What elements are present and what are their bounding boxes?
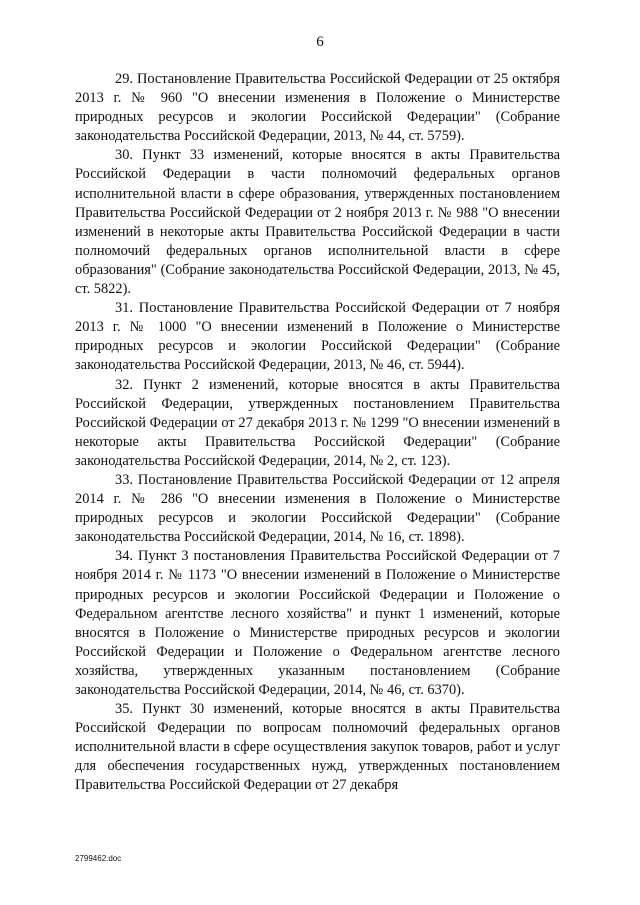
page-number: 6 [316, 34, 324, 50]
document-body [75, 70, 560, 796]
list-item-33: 33. Постановление Правительства Российской Федерации от 12 апреля 2014 г. № 286 "О внесении изменения в Положение о Министерстве природных ресурсов и экологии Российской Федерации" (Собрание законодательства Российской Федерации, 2014, № 16, ст. 1898). [75, 471, 560, 546]
list-item-31: 31. Постановление Правительства Российской Федерации от 7 ноября 2013 г. № 1000 "О внесении изменений в Положение о Министерстве природных ресурсов и экологии Российской Федерации" (Собрание законодательства Российской Федерации, 2013, № 46, ст. 5944). [75, 300, 560, 374]
list-item-30: 30. Пункт 33 изменений, которые вносятся в акты Правительства Российской Федерации в части полномочий федеральных органов исполнительной власти в сфере образования, утвержденных постановлением Правительства Российской Федерации от 2 ноября 2013 г. № 988 "О внесении изменений в некоторые акты Правительства Российской Федерации в части полномочий федеральных органов исполнительной власти в сфере образования" (Собрание законодательства Российской Федерации, 2013, № 45, ст. 5822). [75, 147, 560, 298]
list-item-29: 29. Постановление Правительства Российской Федерации от 25 октября 2013 г. № 960 "О внесении изменения в Положение о Министерстве природных ресурсов и экологии Российской Федерации" (Собрание законодательства Российской Федерации, 2013, № 44, ст. 5759). [75, 71, 560, 145]
list-item-35: 35. Пункт 30 изменений, которые вносятся в акты Правительства Российской Федерации по вопросам полномочий федеральных органов исполнительной власти в сфере осуществления закупок товаров, работ и услуг для обеспечения государственных нужд, утвержденных постановлением Правительства Российской Федерации от 27 декабря [75, 701, 560, 794]
list-item-32: 32. Пункт 2 изменений, которые вносятся в акты Правительства Российской Федерации, утвержденных постановлением Правительства Российской Федерации от 27 декабря 2013 г. № 1299 "О внесении изменений в некоторые акты Правительства Российской Федерации" (Собрание законодательства Российской Федерации, 2014, № 2, ст. 123). [75, 376, 560, 469]
document-file-name: 2799462.doc [75, 854, 122, 863]
list-item-34: 34. Пункт 3 постановления Правительства Российской Федерации от 7 ноября 2014 г. № 1173 "О внесении изменений в Положение о Министерстве природных ресурсов и экологии Российской Федерации и Положение о Федеральном агентстве лесного хозяйства" и пункт 1 изменений, которые вносятся в Положение о Министерстве природных ресурсов и экологии Российской Федерации и Положение о Федеральном агентстве лесного хозяйства, утвержденных указанным постановлением (Собрание законодательства Российской Федерации, 2014, № 46, ст. 6370). [75, 548, 560, 698]
